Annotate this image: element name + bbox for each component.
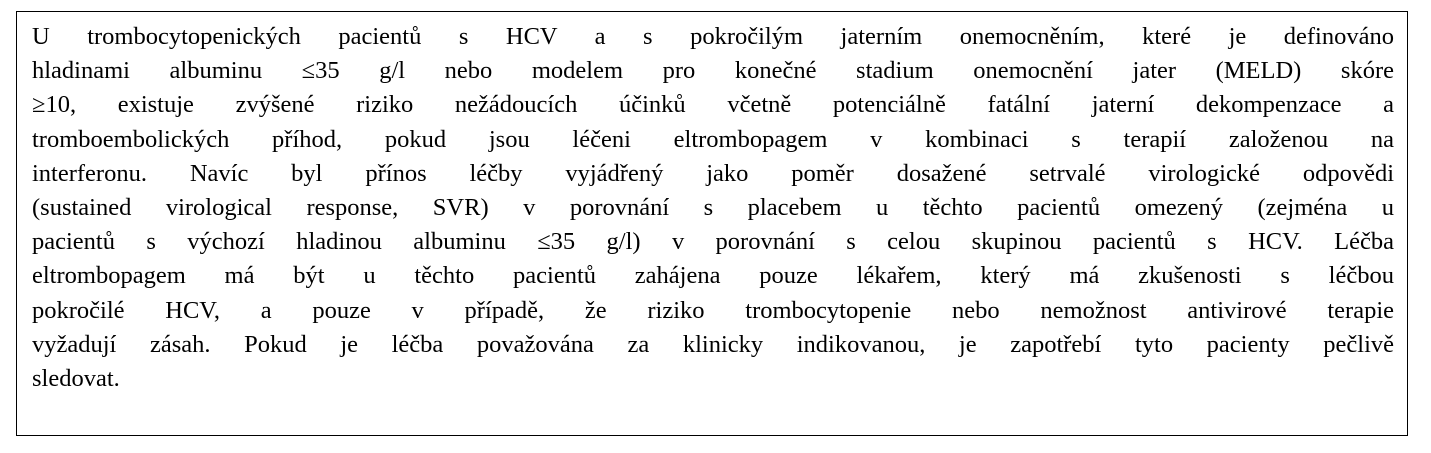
paragraph-line-5: interferonu. Navíc byl přínos léčby vyjádřený jako poměr dosažené setrvalé virologické odpovědi: [32, 159, 1394, 187]
paragraph-line-4: tromboembolických příhod, pokud jsou léčeni eltrombopagem v kombinaci s terapií založenou na: [32, 125, 1394, 153]
warning-text-box: [16, 11, 1408, 436]
paragraph-line-8: eltrombopagem má být u těchto pacientů zahájena pouze lékařem, který má zkušenosti s léčbou: [32, 262, 1394, 290]
paragraph-line-11: sledovat.: [32, 365, 120, 393]
paragraph-line-3: ≥10, existuje zvýšené riziko nežádoucích účinků včetně potenciálně fatální jaterní dekompenzace a: [32, 91, 1394, 119]
paragraph-line-6: (sustained virological response, SVR) v porovnání s placebem u těchto pacientů omezený (zejména u: [32, 194, 1394, 222]
paragraph-line-2: hladinami albuminu ≤35 g/l nebo modelem pro konečné stadium onemocnění jater (MELD) skóre: [32, 57, 1394, 85]
paragraph-line-10: vyžadují zásah. Pokud je léčba považována za klinicky indikovanou, je zapotřebí tyto pacienty pečlivě: [32, 330, 1394, 358]
paragraph-line-1: U trombocytopenických pacientů s HCV a s pokročilým jaterním onemocněním, které je definováno: [32, 23, 1394, 50]
paragraph-line-7: pacientů s výchozí hladinou albuminu ≤35 g/l) v porovnání s celou skupinou pacientů s HCV. Léčba: [32, 228, 1394, 256]
paragraph-line-9: pokročilé HCV, a pouze v případě, že riziko trombocytopenie nebo nemožnost antivirové terapie: [32, 296, 1394, 324]
warning-paragraph: [32, 20, 1394, 396]
